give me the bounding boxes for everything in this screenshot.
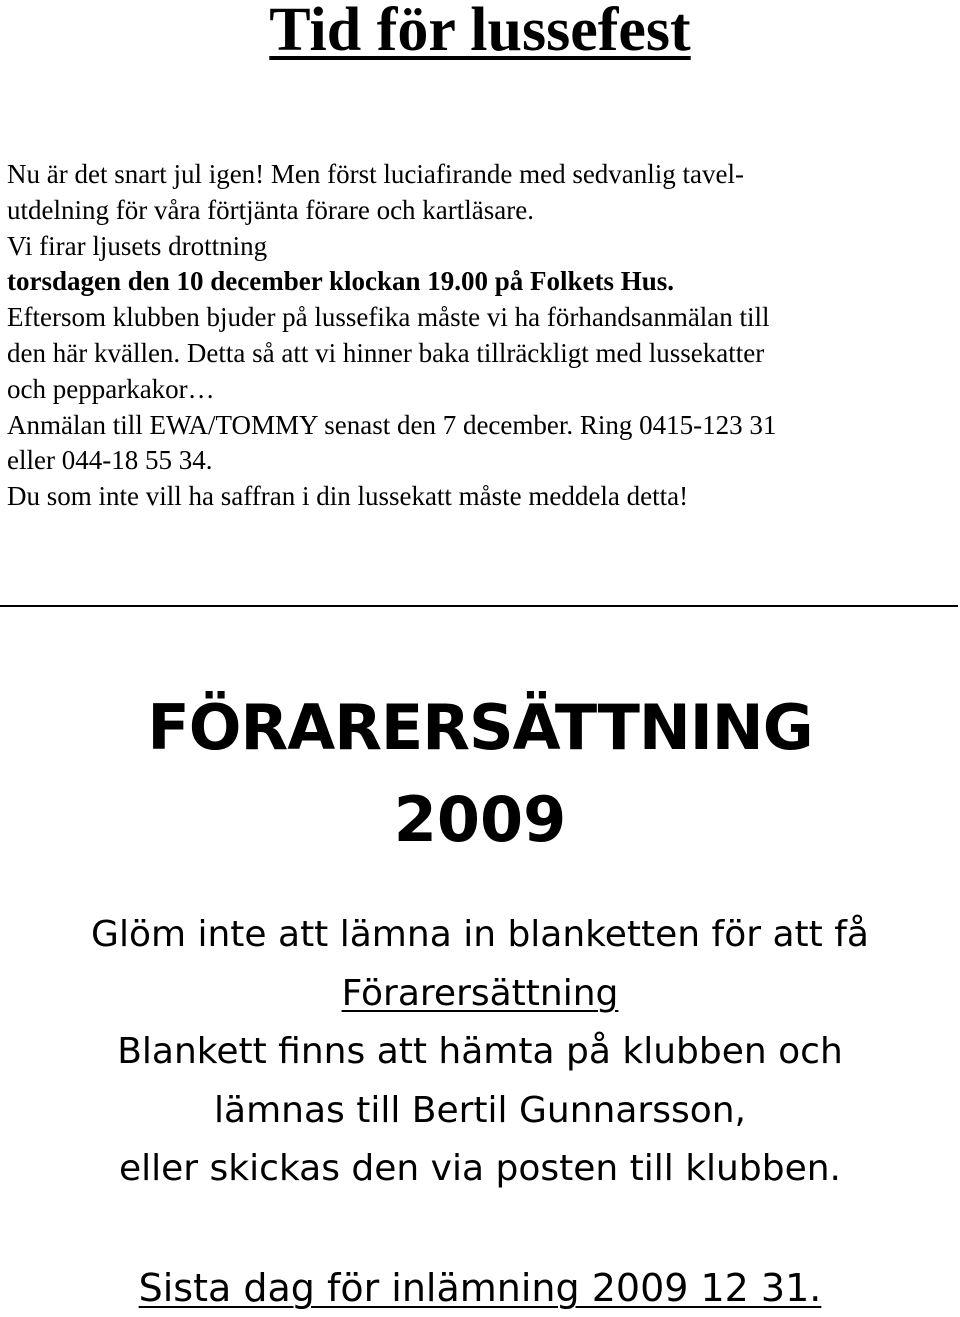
submit-to-line: lämnas till Bertil Gunnarsson, <box>214 1089 746 1131</box>
deadline-line <box>0 1262 960 1314</box>
reimbursement-term: Förarersättning <box>341 972 619 1014</box>
reminder-line: Glöm inte att lämna in blanketten för att få <box>91 914 869 955</box>
section-year: 2009 <box>393 783 567 856</box>
intro-line: utdelning för våra förtjänta förare och kartläsare. <box>7 194 534 225</box>
intro-text-block <box>7 157 952 515</box>
phone-line: eller 044-18 55 34. <box>7 445 213 476</box>
intro-line: Nu är det snart jul igen! Men först luciafirande med sedvanlig tavel- <box>7 159 745 189</box>
section-divider <box>0 605 958 607</box>
form-location-line: Blankett finns att hämta på klubben och <box>117 1031 843 1072</box>
event-date-line: torsdagen den 10 december klockan 19.00 på Folkets Hus. <box>7 266 675 297</box>
intro-line: och pepparkakor… <box>7 373 215 404</box>
page-title-text: Tid för lussefest <box>269 0 691 64</box>
intro-line: Vi firar ljusets drottning <box>7 230 268 261</box>
page-title <box>0 0 960 66</box>
saffron-note-line: Du som inte vill ha saffran i din lussekatt måste meddela detta! <box>7 481 689 512</box>
deadline-text: Sista dag för inlämning 2009 12 31. <box>138 1266 822 1310</box>
reimbursement-text-block <box>0 906 960 1199</box>
reimbursement-term-line <box>0 965 960 1024</box>
mail-option-line: eller skickas den via posten till klubben. <box>119 1148 841 1189</box>
intro-line: den här kvällen. Detta så att vi hinner baka tillräckligt med lussekatter <box>7 337 765 368</box>
section-heading: FÖRARERSÄTTNING <box>147 691 813 764</box>
registration-line: Anmälan till EWA/TOMMY senast den 7 december. Ring 0415-123 31 <box>7 409 777 440</box>
intro-line: Eftersom klubben bjuder på lussefika måste vi ha förhandsanmälan till <box>7 302 770 333</box>
